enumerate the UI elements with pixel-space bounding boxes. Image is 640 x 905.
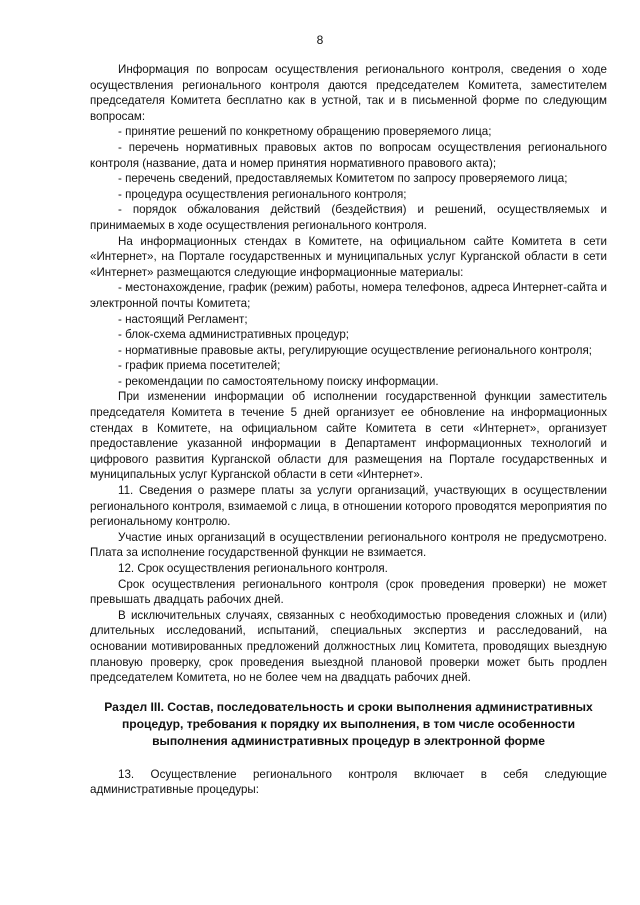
paragraphs-before-section xyxy=(90,62,607,686)
document-body xyxy=(90,62,607,798)
paragraph: - рекомендации по самостоятельному поиску информации. xyxy=(118,374,439,388)
paragraph: - местонахождение, график (режим) работы, номера телефонов, адреса Интернет-сайта и электронной почты Комитета; xyxy=(90,281,608,310)
paragraph: - блок-схема административных процедур; xyxy=(118,328,349,342)
paragraph: Участие иных организаций в осуществлении регионального контроля не предусмотрено. Плата за исполнение государственной функции не взимается. xyxy=(90,530,607,560)
section-title: Раздел III. Состав, последовательность и сроки выполнения административных процедур, требования к порядку их выполнения, в том числе особенности выполнения административных процедур в электронной форме xyxy=(104,699,593,748)
paragraph: - нормативные правовые акты, регулирующие осуществление регионального контроля; xyxy=(118,343,592,357)
paragraph: - перечень нормативных правовых актов по вопросам осуществления регионального контроля (название, дата и номер принятия нормативного правового акта); xyxy=(90,140,607,170)
paragraph: - настоящий Регламент; xyxy=(118,312,248,326)
section-gap xyxy=(90,750,607,767)
paragraph: 11. Сведения о размере платы за услуги организаций, участвующих в осуществлении регионального контроля, взимаемой с лица, в отношении которого проводятся мероприятия по региональному контролю. xyxy=(90,484,607,529)
page-number: 8 xyxy=(316,33,324,47)
paragraph: На информационных стендах в Комитете, на официальном сайте Комитета в сети «Интернет», на Портале государственных и муниципальных услуг Курганской области в сети «Интернет» размещаются следующие информационные материалы: xyxy=(90,234,607,279)
paragraph: 12. Срок осуществления регионального контроля. xyxy=(118,562,388,575)
paragraph: При изменении информации об исполнении государственной функции заместитель председателя Комитета в течение 5 дней организует ее обновление на информационных стендах в Комитете, на официальном сайте Комитета в сети «Интернет», организует предоставление указанной информации в Департамент информационных технологий и цифрового развития Курганской области для размещения на Портале государственных и муниципальных услуг Курганской области в сети «Интернет». xyxy=(90,390,607,482)
paragraphs-after-section xyxy=(90,767,607,798)
paragraph: Информация по вопросам осуществления регионального контроля, сведения о ходе осуществления регионального контроля даются председателем Комитета, заместителем председателя Комитета бесплатно как в устной, так и в письменной форме по следующим вопросам: xyxy=(90,63,607,123)
paragraph: - порядок обжалования действий (бездействия) и решений, осуществляемых и принимаемых в ходе осуществления регионального контроля. xyxy=(90,203,607,232)
paragraph: - принятие решений по конкретному обращению проверяемого лица; xyxy=(118,125,492,139)
paragraph: - процедура осуществления регионального контроля; xyxy=(118,187,407,201)
paragraph: - перечень сведений, предоставляемых Комитетом по запросу проверяемого лица; xyxy=(118,172,568,186)
paragraph: - график приема посетителей; xyxy=(118,359,281,373)
paragraph: В исключительных случаях, связанных с необходимостью проведения сложных и (или) длительных исследований, испытаний, специальных экспертиз и расследований, на основании мотивированных предложений должностных лиц Комитета, проводящих выездную плановую проверку, срок проведения выездной плановой проверки может быть продлен председателем Комитета, но не более чем на двадцать рабочих дней. xyxy=(90,608,607,685)
paragraph: 13. Осуществление регионального контроля включает в себя следующие административные процедуры: xyxy=(90,767,607,797)
paragraph: Срок осуществления регионального контроля (срок проведения проверки) не может превышать двадцать рабочих дней. xyxy=(90,577,607,607)
